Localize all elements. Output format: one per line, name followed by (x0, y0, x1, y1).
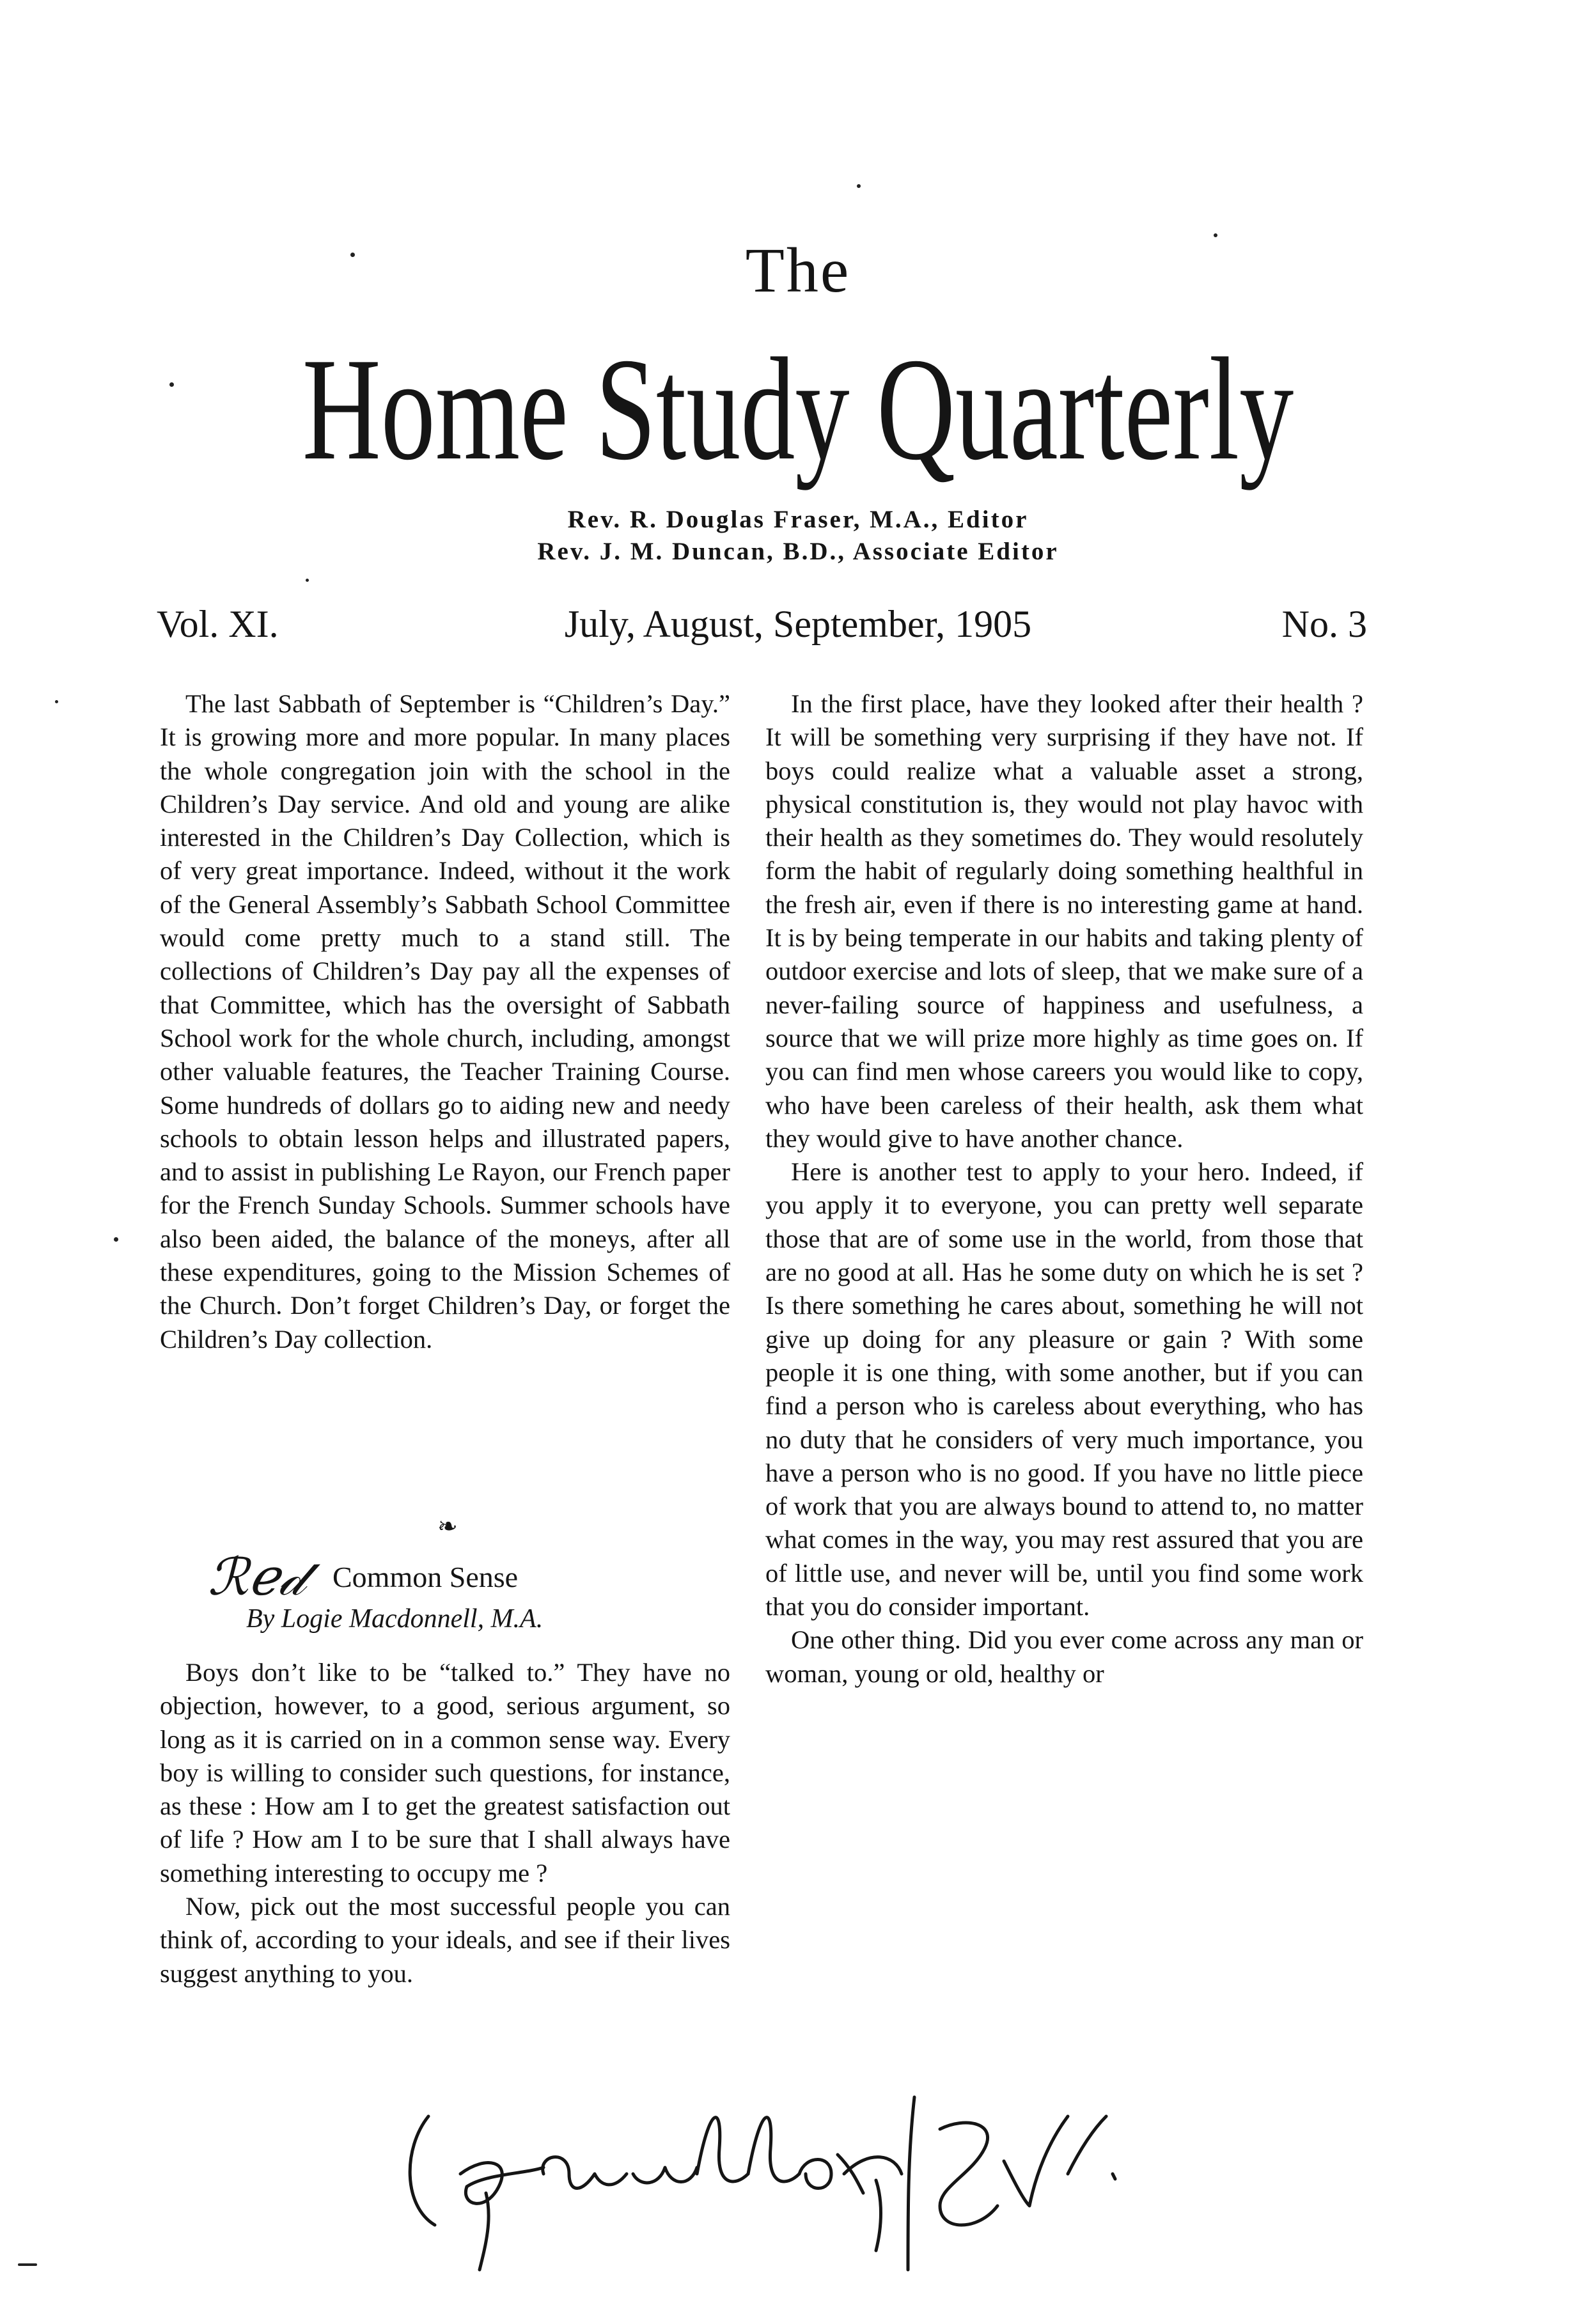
scan-speck (18, 2263, 37, 2266)
masthead-title: Home Study Quarterly (302, 327, 1294, 490)
masthead-the: The (745, 235, 851, 306)
article-paragraph: Now, pick out the most successful people you can think of, according to your ideals, and see if their lives suggest anything to you. (160, 1892, 730, 1988)
common-sense-start (160, 1656, 730, 1990)
childrens-day-article (160, 687, 730, 1356)
article-heading (192, 1547, 767, 1607)
handwritten-mark: ℛℯ𝒹 (208, 1547, 305, 1607)
article-paragraph: One other thing. Did you ever come across any man or woman, young or old, healthy or (765, 1625, 1363, 1688)
issue-number: No. 3 (1281, 603, 1367, 645)
issue-date: July, August, September, 1905 (564, 603, 1032, 645)
article-paragraph: Boys don’t like to be “talked to.” They have no objection, however, to a good, serious argument, so long as it is carried on in a common sense way. Every boy is willing to consider such questions, for instance, as these : How am I to get the greatest satisfaction out of life ? How am I to be sure that I shall always have something interesting to occupy me ? (160, 1658, 730, 1887)
handwritten-place-signature (390, 2078, 1183, 2283)
scan-speck (350, 253, 355, 257)
volume-label: Vol. XI. (157, 603, 279, 645)
scan-speck (1214, 233, 1217, 237)
article-paragraph: In the first place, have they looked after their health ? It will be something very surprising if they have not. If boys could realize what a valuable asset a strong, physical constitution is, they would not play havoc with their health as they sometimes do. They would resolutely form the habit of regularly doing something healthful in the fresh air, even if there is no interesting game at hand. It is by being temperate in our habits and taking plenty of outdoor exercise and lots of sleep, that we make sure of a never-failing source of happiness and usefulness, a source that we will prize more highly as time goes on. If you can find men whose careers you would like to copy, who have been careless of their health, ask them what they would give to have another chance. (765, 689, 1363, 1153)
editor-line: Rev. R. Douglas Fraser, M.A., Editor (567, 506, 1029, 533)
common-sense-continued (765, 687, 1363, 1690)
scan-speck (169, 382, 174, 387)
associate-editor-line: Rev. J. M. Duncan, B.D., Associate Editor (537, 538, 1059, 565)
scan-speck (114, 1237, 118, 1242)
scan-speck (857, 184, 861, 188)
ornament-mark: ❧ (437, 1513, 458, 1540)
article-title: Common Sense (332, 1561, 519, 1593)
scan-speck (306, 579, 309, 582)
scan-speck (55, 700, 58, 703)
article-byline: By Logie Macdonnell, M.A. (246, 1604, 544, 1634)
article-paragraph: The last Sabbath of September is “Children’s Day.” It is growing more and more popular. In many places the whole congregation join with the school in the Children’s Day service. And old and young are alike interested in the Children’s Day Collection, which is of very great importance. Indeed, without it the work of the General Assembly’s Sabbath School Committee would come pretty much to a stand still. The collections of Children’s Day pay all the expenses of that Committee, which has the oversight of Sabbath School work for the whole church, including, amongst other valuable features, the Teacher Training Course. Some hundreds of dollars go to aiding new and needy schools to obtain lesson helps and illustrated papers, and to assist in publishing Le Rayon, our French paper for the French Sunday Schools. Summer schools have also been aided, the balance of the moneys, after all these expenditures, going to the Mission Schemes of the Church. Don’t forget Children’s Day, or forget the Children’s Day collection. (160, 689, 730, 1354)
article-paragraph: Here is another test to apply to your hero. Indeed, if you apply it to everyone, you can pretty well separate those that are of some use in the world, from those that are no good at all. Has he some duty on which he is set ? Is there something he cares about, something he will not give up doing for any pleasure or gain ? With some people it is one thing, with some another, but if you can find a person who is careless about everything, who has no duty that he considers of very much importance, you have a person who is no good. If you have no little piece of work that you are always bound to attend to, no matter what comes in the way, you may rest assured that you are of little use, and never will be, until you find some work that you do consider important. (765, 1157, 1363, 1621)
